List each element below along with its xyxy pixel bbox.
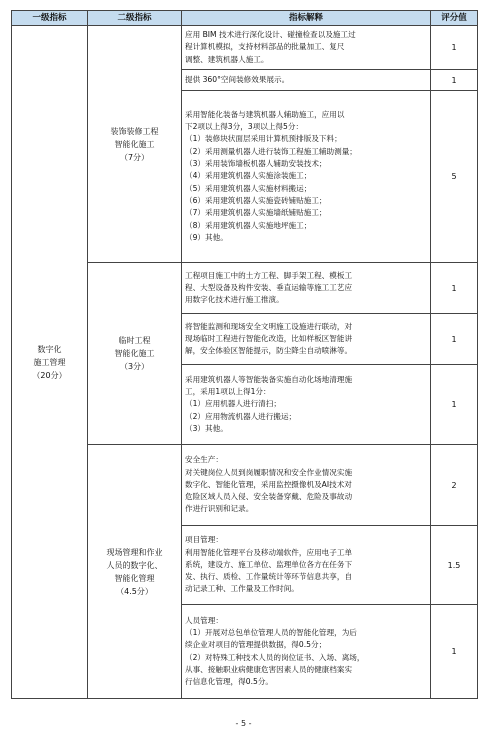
header-row [12,11,478,26]
header-level1: 一级指标 [12,11,88,26]
score-cell: 1 [431,70,478,91]
criterion-cell [182,91,431,263]
criterion-line: 程、大型设备及构件安装、垂直运输等施工工艺应 [185,282,353,292]
score-cell: 1 [431,605,478,699]
criterion-line: 发、执行、质检、工作量统计等环节信息共享，自 [185,572,353,582]
level2-line: 智能化施工 [114,139,155,149]
level2-cell-decoration [88,26,182,263]
criterion-line: （6）采用建筑机器人实施瓷砖铺贴施工； [185,195,327,205]
criterion-line: 数字化、智能化管理，采用监控摄像机及AI技术对 [185,479,352,489]
criterion-line: 采用建筑机器人等智能装备实施自动化场地清理施 [185,374,353,384]
score-cell: 5 [431,91,478,263]
criterion-line: （8）采用建筑机器人实施地坪施工； [185,220,312,230]
criterion-line: 现场临时工程进行智能化改造，比如样板区智能讲 [185,333,353,343]
level2-line: 装饰装修工程 [110,126,159,136]
criterion-line: 行信息化管理，得0.5分。 [185,677,274,687]
criterion-line: 安全生产： [185,455,223,465]
level1-line: 数字化 [37,344,62,354]
level2-line: （3分） [119,362,150,371]
criterion-line: 续企业对项目的管理提供数据，得0.5分； [185,640,327,650]
criterion-line: （4）采用建筑机器人实施涂装施工； [185,171,312,181]
level2-cell-temporary-works [88,263,182,445]
criterion-line: 采用智能化装备与建筑机器人辅助施工，应用以 [185,109,345,119]
criterion-line: （1）开展对总包单位管理人员的智能化管理，为后 [185,627,357,637]
criterion-cell [182,445,431,526]
criterion-line: 动记录工种、工作量及工作时间。 [185,584,299,594]
criterion-line: 应用 BIM 技术进行深化设计、碰撞检查以及施工过 [185,30,356,40]
level2-line: （4.5分） [116,586,153,596]
criterion-cell [182,365,431,445]
header-level2: 二级指标 [88,11,182,26]
criterion-line: 下2项以上得3分，3项以上得5分： [185,122,304,132]
score-cell: 1 [431,365,478,445]
criterion-cell [182,70,431,91]
criterion-line: 危险区域人员入侵、安全装备穿戴、危险及事故动 [185,492,353,502]
criterion-cell [182,26,431,70]
criterion-line: （3）采用装饰墙板机器人辅助安装技术； [185,159,327,169]
level2-line: 临时工程 [118,336,151,345]
score-cell: 1.5 [431,526,478,605]
level2-line: 现场管理和作业 [106,547,163,557]
criterion-cell [182,526,431,605]
criterion-line: （3）其他。 [185,423,228,433]
criterion-line: 系统，建设方、施工单位、监理单位各方在任务下 [185,559,353,569]
criterion-cell [182,263,431,314]
level1-line: 施工管理 [33,357,66,367]
criterion-line: 从事、接触职业病健康危害因素人员的健康档案实 [185,664,353,674]
level1-cell-smart-construction [12,26,88,699]
level2-line: 智能化施工 [114,349,155,358]
criterion-line: （1）应用机器人进行清扫； [185,399,281,409]
level2-line: 人员的数字化、 [106,560,163,570]
level2-line: （7分） [119,152,150,162]
criterion-line: 解，安全体验区智能提示，防尘降尘自动喷淋等。 [185,346,353,356]
criterion-line: （5）采用建筑机器人实施材料搬运； [185,183,312,193]
criterion-line: （2）采用测量机器人进行装饰工程施工辅助测量； [185,146,357,156]
score-cell: 2 [431,445,478,526]
criterion-line: 将智能监测和现场安全文明施工设施进行联动，对 [185,321,353,331]
page-number: - 5 - [235,719,252,728]
criterion-line: 程计算机模拟，支持材料部品的批量加工、复尺 [185,42,345,52]
level1-line: （20分） [32,370,67,380]
criterion-line: （2）对特殊工种技术人员的岗位证书、入场、离场， [185,652,365,662]
criterion-line: 调整、建筑机器人施工。 [185,54,269,64]
criterion-line: （2）应用物流机器人进行搬运； [185,411,297,421]
criterion-line: 人员管理： [185,615,223,625]
header-score: 评分值 [431,11,478,26]
criterion-line: （9）其他。 [185,232,228,242]
criterion-line: 作进行识别和记录。 [185,504,254,514]
criterion-line: 工程项目施工中的土方工程、脚手架工程、模板工 [185,270,353,280]
criterion-line: （7）采用建筑机器人实施墙纸铺贴施工； [185,208,327,218]
score-cell: 1 [431,26,478,70]
level2-cell-site-management [88,445,182,699]
criterion-cell [182,605,431,699]
score-cell: 1 [431,314,478,365]
criterion-line: 项目管理： [185,535,223,545]
level2-line: 智能化管理 [114,573,155,583]
score-cell: 1 [431,263,478,314]
header-explanation: 指标解释 [182,11,431,26]
criterion-line: 对关键岗位人员到岗履职情况和安全作业情况实施 [185,467,353,477]
evaluation-table [11,10,478,699]
table-row [12,26,478,70]
criterion-line: 利用智能化管理平台及移动端软件，应用电子工单 [185,547,353,557]
criterion-line: 提供 360°空间装修效果展示。 [185,74,290,84]
criterion-line: （1）装修块状面层采用计算机预排版及下料； [185,134,342,144]
criterion-line: 工，采用1项以上得1分： [185,387,271,397]
criterion-line: 用数字化技术进行施工推演。 [185,295,284,305]
criterion-cell [182,314,431,365]
